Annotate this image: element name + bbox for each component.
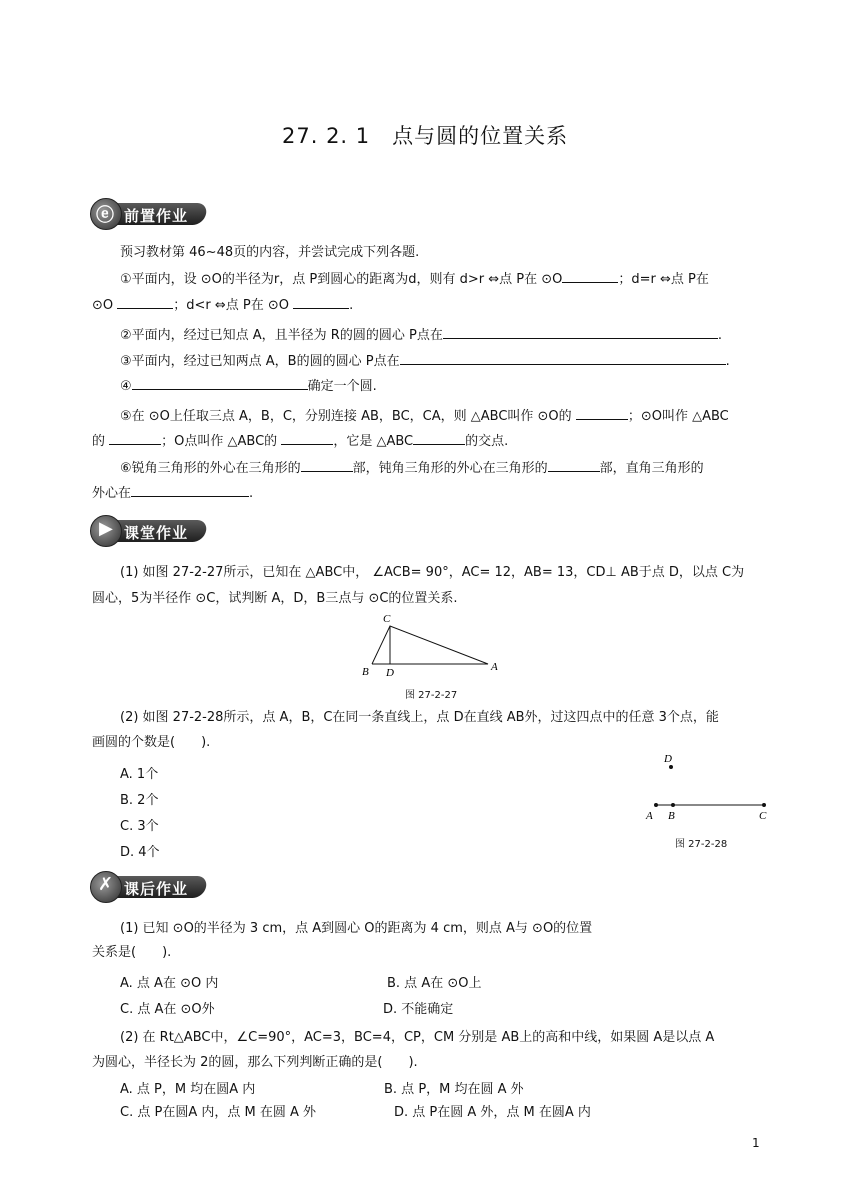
label-b: B bbox=[362, 666, 369, 678]
section-badge-class: ▶ 课堂作业 bbox=[90, 515, 210, 547]
home-q2-option-d: D. 点 P在圆 A 外，点 M 在圆A 内 bbox=[394, 1105, 591, 1120]
blank bbox=[576, 407, 628, 420]
home-q1-line1: (1) 已知 ⊙O的半径为 3 cm，点 A到圆心 O的距离为 4 cm，则点 A与 ⊙O的位置 bbox=[120, 921, 593, 936]
home-q1-option-a: A. 点 A在 ⊙O 内 bbox=[120, 976, 219, 991]
home-q1-option-b: B. 点 A在 ⊙O上 bbox=[387, 976, 482, 991]
section-label: 课后作业 bbox=[124, 880, 189, 898]
section-badge-pre: ⓔ 前置作业 bbox=[90, 198, 210, 230]
blank bbox=[562, 270, 618, 283]
blank bbox=[443, 326, 718, 339]
home-q1-option-c: C. 点 A在 ⊙O外 bbox=[120, 1002, 215, 1017]
pre-q6-line1: ⑥锐角三角形的外心在三角形的 部，钝角三角形的外心在三角形的 部，直角三角形的 bbox=[120, 461, 704, 476]
blank bbox=[117, 296, 173, 309]
figure-caption: 图 27-2-27 bbox=[405, 690, 458, 701]
point-d bbox=[669, 765, 673, 769]
pre-q4: ④ 确定一个圆. bbox=[120, 379, 377, 394]
blank bbox=[132, 377, 308, 390]
blank bbox=[293, 296, 349, 309]
home-q2-option-b: B. 点 P，M 均在圆 A 外 bbox=[384, 1082, 524, 1097]
section-label: 课堂作业 bbox=[124, 524, 189, 542]
blank bbox=[400, 352, 726, 365]
home-q2-option-a: A. 点 P，M 均在圆A 内 bbox=[120, 1082, 256, 1097]
blank bbox=[281, 432, 333, 445]
section-label: 前置作业 bbox=[124, 207, 189, 225]
label-a: A bbox=[491, 661, 498, 673]
pre-q5-line1: ⑤在 ⊙O上任取三点 A，B，C，分别连接 AB，BC，CA，则 △ABC叫作 ⊙O的 ；⊙O叫作 △ABC bbox=[120, 409, 729, 424]
option-c: C. 3个 bbox=[120, 819, 159, 834]
class-q2-line1: (2) 如图 27-2-28所示，点 A，B，C在同一条直线上，点 D在直线 AB外，过这四点中的任意 3个点，能 bbox=[120, 710, 719, 725]
figure-27-2-28 bbox=[640, 748, 780, 824]
home-q2-line1: (2) 在 Rt△ABC中，∠C=90°，AC=3，BC=4，CP，CM 分别是 AB上的高和中线，如果圆 A是以点 A bbox=[120, 1030, 715, 1045]
point-c bbox=[762, 803, 766, 807]
home-q2-line2: 为圆心，半径长为 2的圆，那么下列判断正确的是( ). bbox=[92, 1055, 418, 1070]
label-d: D bbox=[664, 753, 672, 765]
figure-caption: 图 27-2-28 bbox=[675, 839, 728, 850]
home-q1-line2: 关系是( ). bbox=[92, 945, 172, 960]
section-badge-post: ✗ 课后作业 bbox=[90, 871, 210, 903]
option-a: A. 1个 bbox=[120, 767, 159, 782]
pre-intro: 预习教材第 46~48页的内容，并尝试完成下列各题. bbox=[120, 245, 420, 260]
class-q1-line2: 圆心，5为半径作 ⊙C，试判断 A，D，B三点与 ⊙C的位置关系. bbox=[92, 591, 458, 606]
pre-q1-line1: ①平面内，设 ⊙O的半径为r，点 P到圆心的距离为d，则有 d>r ⇔点 P在 ⊙O ；d=r ⇔点 P在 bbox=[120, 272, 709, 287]
class-q1-line1: (1) 如图 27-2-27所示，已知在 △ABC中， ∠ACB= 90°，AC= 12，AB= 13，CD⊥ AB于点 D，以点 C为 bbox=[120, 565, 745, 580]
blank bbox=[301, 459, 353, 472]
option-b: B. 2个 bbox=[120, 793, 159, 808]
home-q1-option-d: D. 不能确定 bbox=[383, 1002, 454, 1017]
label-b: B bbox=[668, 810, 675, 822]
label-a: A bbox=[646, 810, 653, 822]
label-d: D bbox=[386, 667, 394, 679]
pre-q6-line2: 外心在 . bbox=[92, 486, 254, 501]
blank bbox=[548, 459, 600, 472]
blank bbox=[413, 432, 465, 445]
pre-q3: ③平面内，经过已知两点 A，B的圆的圆心 P点在 . bbox=[120, 354, 730, 369]
option-d: D. 4个 bbox=[120, 845, 160, 860]
page-title: 27. 2. 1 点与圆的位置关系 bbox=[282, 124, 569, 148]
figure-27-2-27 bbox=[350, 608, 510, 698]
label-c: C bbox=[383, 613, 391, 625]
home-q2-option-c: C. 点 P在圆A 内，点 M 在圆 A 外 bbox=[120, 1105, 316, 1120]
label-c: C bbox=[759, 810, 767, 822]
triangle-abc bbox=[372, 626, 488, 664]
point-a bbox=[654, 803, 658, 807]
pre-q5-line2: 的 ；O点叫作 △ABC的 ，它是 △ABC 的交点. bbox=[92, 434, 509, 449]
page-number: 1 bbox=[752, 1136, 760, 1150]
point-b bbox=[671, 803, 675, 807]
class-q2-line2: 画圆的个数是( ). bbox=[92, 735, 211, 750]
blank bbox=[109, 432, 161, 445]
blank bbox=[131, 484, 249, 497]
pre-q1-line2: ⊙O ；d<r ⇔点 P在 ⊙O . bbox=[92, 298, 354, 313]
pre-q2: ②平面内，经过已知点 A，且半径为 R的圆的圆心 P点在 . bbox=[120, 328, 722, 343]
